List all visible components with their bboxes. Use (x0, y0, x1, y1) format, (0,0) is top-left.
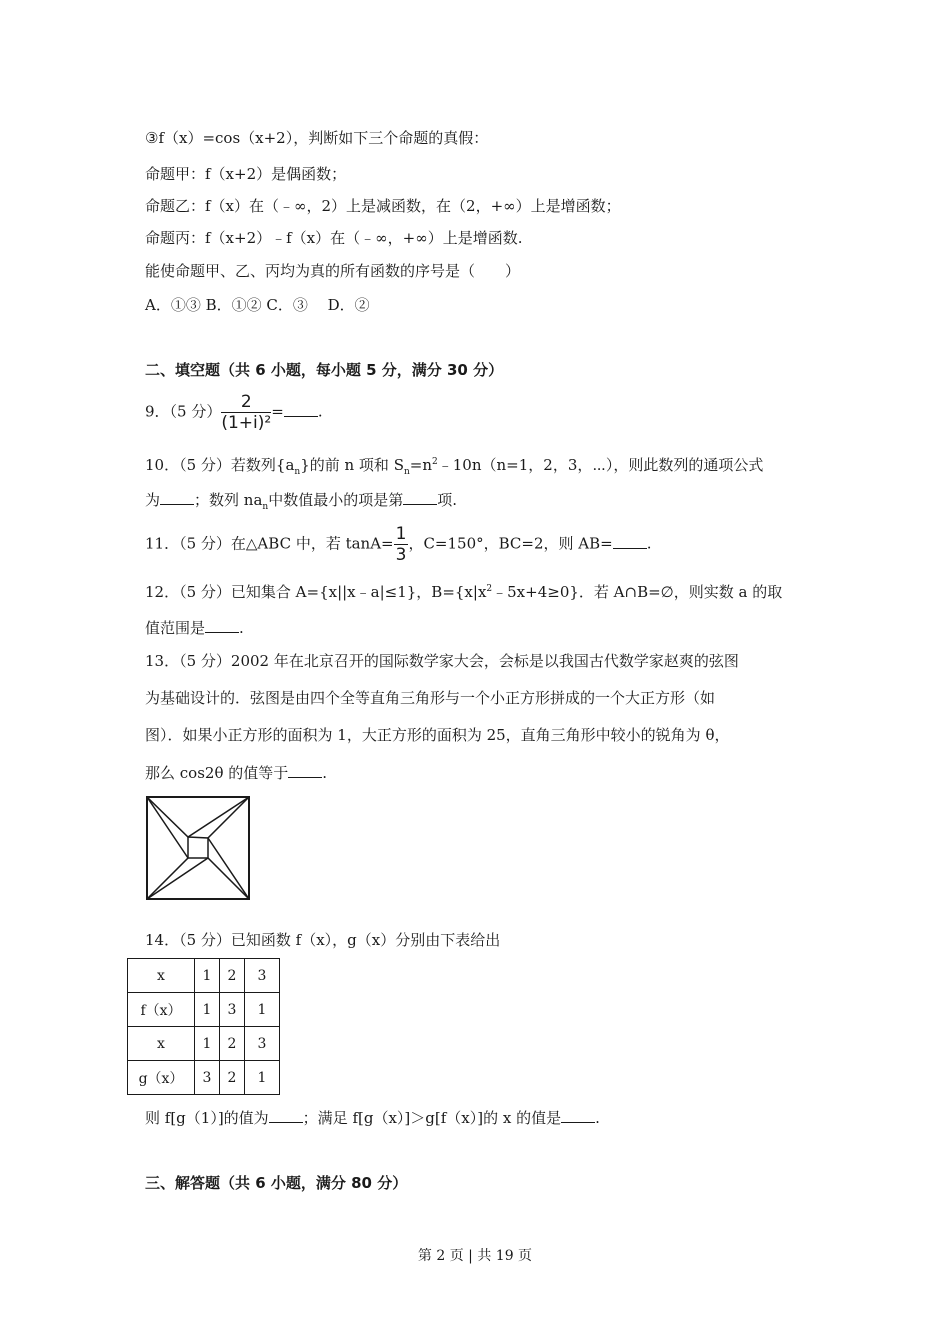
table-cell: 3 (195, 1061, 220, 1095)
section-2-title: 二、填空题（共 6 小题，每小题 5 分，满分 30 分） (145, 361, 504, 379)
q10-text-g: 中数值最小的项是第 (268, 491, 404, 509)
triangle-right (208, 797, 249, 899)
q11-text-a: 11．（5 分）在△ABC 中，若 tanA= (145, 534, 394, 553)
q14-after-table (145, 1108, 600, 1128)
triangle-bottom (147, 858, 249, 899)
q12-sup: 2 (486, 584, 493, 594)
q10-text-a: 10．（5 分）若数列{a (145, 456, 295, 474)
q14-text-b: ；满足 f[g（x）]＞g[f（x）]的 x 的值是 (302, 1109, 562, 1127)
table-cell: 2 (220, 1061, 245, 1095)
q11-numerator: 1 (395, 524, 407, 544)
table-cell: x (128, 1027, 195, 1061)
q13-line1: 13．（5 分）2002 年在北京召开的国际数学家大会，会标是以我国古代数学家赵爽的弦图 (145, 652, 739, 670)
q11 (145, 524, 652, 565)
q12-line1 (145, 579, 782, 602)
table-cell: x (128, 959, 195, 993)
q11-text-b: ，C=150°，BC=2，则 AB= (408, 534, 613, 553)
q10-text-f: ；数列 na (194, 491, 263, 509)
q12-text-c: 值范围是 (145, 619, 206, 637)
q10-text-c: =n (409, 456, 433, 474)
q10-sub-a: n (294, 467, 301, 477)
q8-proposition-c: 命题丙：f（x+2）﹣f（x）在（﹣∞，+∞）上是增函数. (145, 229, 523, 247)
table-cell: 3 (220, 993, 245, 1027)
q9-end: . (317, 402, 323, 421)
table-cell: 2 (220, 959, 245, 993)
table-row (128, 993, 280, 1027)
q10-sup: 2 (432, 457, 438, 467)
small-square (188, 837, 208, 858)
q9-equals: = (271, 402, 284, 421)
q12-text-d: . (239, 619, 244, 637)
table-row (128, 1061, 280, 1095)
table-cell: 3 (245, 1027, 280, 1061)
q13-line4 (145, 763, 327, 783)
q8-question: 能使命题甲、乙、丙均为真的所有函数的序号是（ ） (145, 262, 521, 280)
section-3-title: 三、解答题（共 6 小题，满分 80 分） (145, 1174, 408, 1192)
q11-blank (613, 534, 647, 549)
zhao-shuang-string-diagram (146, 796, 250, 900)
table-row (128, 1027, 280, 1061)
triangle-top (147, 797, 249, 837)
q9-numerator: 2 (221, 392, 271, 413)
table-cell: f（x） (128, 993, 195, 1027)
table-cell: 2 (220, 1027, 245, 1061)
table-cell: 1 (195, 1027, 220, 1061)
table-cell: 1 (195, 993, 220, 1027)
triangle-left (147, 797, 188, 899)
q10-line2 (145, 490, 457, 517)
q13-blank (288, 763, 322, 778)
q13-line3: 图）．如果小正方形的面积为 1，大正方形的面积为 25，直角三角形中较小的锐角为 θ， (145, 726, 730, 744)
q11-denominator: 3 (395, 545, 407, 565)
q12-text-b: ﹣5x+4≥0}．若 A∩B=∅，则实数 a 的取 (492, 583, 783, 601)
q14-text-c: . (595, 1109, 600, 1127)
q9-prefix: 9．（5 分） (145, 402, 222, 421)
q14-blank-2 (561, 1108, 595, 1123)
table-cell: 3 (245, 959, 280, 993)
table-cell: 1 (195, 959, 220, 993)
q10-text-e: 为 (145, 491, 161, 509)
table-cell: g（x） (128, 1061, 195, 1095)
q14-blank-1 (269, 1108, 303, 1123)
q10-text-b: }的前 n 项和 S (300, 456, 404, 474)
q14-table (127, 958, 280, 1095)
q10-blank-1 (160, 490, 194, 505)
q8-proposition-a: 命题甲：f（x+2）是偶函数； (145, 165, 347, 183)
q9-denominator: (1+i)² (221, 413, 272, 433)
q8-proposition-b: 命题乙：f（x）在（﹣∞，2）上是减函数，在（2，+∞）上是增函数； (145, 197, 621, 215)
q8-line1: ③f（x）=cos（x+2），判断如下三个命题的真假： (145, 129, 489, 147)
q8-options: A．①③ B．①② C．③ D．② (145, 296, 370, 314)
q13-text-a: 那么 cos2θ 的值等于 (145, 764, 289, 782)
q10-blank-2 (403, 490, 437, 505)
q10-line1 (145, 452, 763, 482)
table-cell: 1 (245, 993, 280, 1027)
q12-text-a: 12．（5 分）已知集合 A={x||x﹣a|≤1}，B={x|x (145, 583, 487, 601)
q9-fraction (221, 392, 271, 433)
table-cell: 1 (245, 1061, 280, 1095)
q12-blank (205, 618, 239, 633)
q10-text-d: ﹣10n（n=1，2，3，⋯），则此数列的通项公式 (437, 456, 764, 474)
q10-text-h: 项. (437, 491, 457, 509)
q10-sub-b: n (403, 467, 410, 477)
page-footer: 第 2 页 | 共 19 页 (417, 1248, 533, 1264)
q10-sub-c: n (262, 502, 269, 512)
q14-text-a: 则 f[g（1）]的值为 (145, 1109, 269, 1127)
q11-end: . (646, 534, 652, 553)
q13-line2: 为基础设计的．弦图是由四个全等直角三角形与一个小正方形拼成的一个大正方形（如 (145, 689, 716, 707)
q12-line2 (145, 618, 244, 638)
q9-blank (284, 402, 318, 417)
q14-line1: 14．（5 分）已知函数 f（x），g（x）分别由下表给出 (145, 931, 501, 949)
table-row (128, 959, 280, 993)
q13-end: . (322, 764, 328, 782)
q9 (145, 392, 323, 433)
q11-fraction (394, 524, 409, 565)
